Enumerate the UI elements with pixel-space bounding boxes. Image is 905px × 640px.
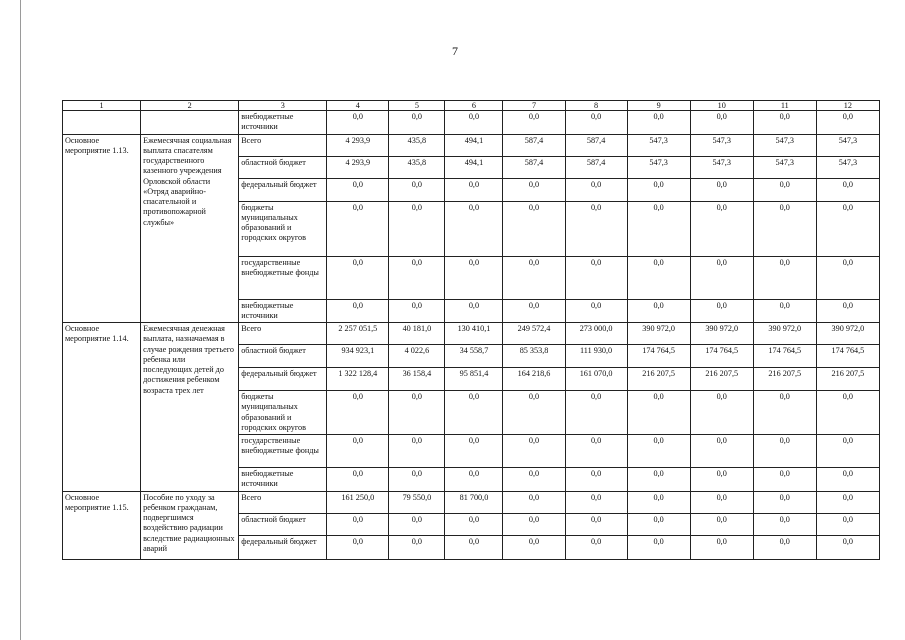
column-header: 4 [327,101,389,111]
value-cell: 164 218,6 [503,368,565,391]
event-description-cell: Ежемесячная социальная выплата спасателям государственного казенного учреждения Орловской области «Отряд аварийно-спасательной и противопожарной службы» [141,134,239,323]
page-edge-line [20,0,21,640]
value-cell: 587,4 [565,134,627,156]
value-cell: 0,0 [627,299,690,323]
value-cell: 174 764,5 [627,345,690,368]
value-cell: 0,0 [327,391,389,435]
value-cell: 0,0 [753,299,816,323]
value-cell: 0,0 [445,299,503,323]
value-cell: 0,0 [327,468,389,492]
value-cell: 0,0 [503,299,565,323]
source-cell: внебюджетные источники [239,111,327,135]
value-cell: 390 972,0 [753,323,816,345]
value-cell: 0,0 [565,111,627,135]
value-cell: 0,0 [690,256,753,299]
source-cell: федеральный бюджет [239,368,327,391]
value-cell: 0,0 [690,299,753,323]
value-cell: 0,0 [753,111,816,135]
value-cell: 0,0 [816,111,879,135]
value-cell: 0,0 [389,391,445,435]
source-cell: областной бюджет [239,345,327,368]
value-cell: 0,0 [565,491,627,513]
table-header-row [63,101,880,111]
value-cell: 0,0 [753,178,816,201]
value-cell: 0,0 [327,535,389,559]
value-cell: 34 558,7 [445,345,503,368]
value-cell: 547,3 [627,156,690,178]
column-header: 5 [389,101,445,111]
value-cell: 174 764,5 [753,345,816,368]
value-cell: 0,0 [753,256,816,299]
value-cell: 0,0 [690,513,753,535]
value-cell: 161 250,0 [327,491,389,513]
value-cell: 0,0 [389,256,445,299]
value-cell: 435,8 [389,156,445,178]
value-cell: 0,0 [445,468,503,492]
value-cell: 0,0 [445,178,503,201]
event-id-cell: Основное мероприятие 1.15. [63,491,141,559]
column-header: 8 [565,101,627,111]
value-cell: 0,0 [816,201,879,256]
value-cell: 0,0 [327,201,389,256]
value-cell: 216 207,5 [816,368,879,391]
source-cell: Всего [239,323,327,345]
value-cell: 4 293,9 [327,134,389,156]
value-cell: 547,3 [753,134,816,156]
value-cell: 0,0 [389,513,445,535]
value-cell: 547,3 [627,134,690,156]
value-cell: 0,0 [753,468,816,492]
value-cell: 0,0 [327,299,389,323]
value-cell: 0,0 [753,513,816,535]
value-cell: 0,0 [503,435,565,468]
value-cell: 0,0 [565,513,627,535]
value-cell: 0,0 [445,256,503,299]
value-cell: 0,0 [565,468,627,492]
value-cell: 0,0 [503,468,565,492]
value-cell: 0,0 [445,513,503,535]
source-cell: федеральный бюджет [239,535,327,559]
value-cell: 0,0 [627,468,690,492]
value-cell: 0,0 [753,201,816,256]
table-row [63,111,880,135]
value-cell: 0,0 [690,391,753,435]
source-cell: бюджеты муниципальных образований и городских округов [239,391,327,435]
value-cell: 130 410,1 [445,323,503,345]
value-cell: 0,0 [565,178,627,201]
event-id-cell: Основное мероприятие 1.13. [63,134,141,323]
value-cell: 0,0 [627,513,690,535]
value-cell: 40 181,0 [389,323,445,345]
value-cell: 0,0 [816,535,879,559]
value-cell: 547,3 [816,156,879,178]
value-cell: 0,0 [389,111,445,135]
value-cell: 0,0 [627,435,690,468]
value-cell: 161 070,0 [565,368,627,391]
value-cell: 0,0 [627,256,690,299]
source-cell: бюджеты муниципальных образований и городских округов [239,201,327,256]
value-cell: 0,0 [389,178,445,201]
value-cell: 0,0 [327,435,389,468]
value-cell: 547,3 [690,156,753,178]
source-cell: областной бюджет [239,513,327,535]
event-description-cell: Пособие по уходу за ребенком гражданам, подвергшимся воздействию радиации вследствие радиационных аварий [141,491,239,559]
value-cell: 0,0 [816,256,879,299]
page-number: 7 [452,44,458,58]
value-cell: 547,3 [753,156,816,178]
value-cell: 0,0 [816,391,879,435]
value-cell: 0,0 [327,111,389,135]
value-cell: 0,0 [445,111,503,135]
event-description-cell: Ежемесячная денежная выплата, назначаемая в случае рождения третьего ребенка или последующих детей до достижения ребенком возраста трех лет [141,323,239,492]
value-cell: 0,0 [503,111,565,135]
value-cell: 390 972,0 [816,323,879,345]
value-cell: 0,0 [753,535,816,559]
value-cell: 0,0 [389,435,445,468]
table-row [63,323,880,345]
value-cell: 0,0 [565,391,627,435]
source-cell: Всего [239,134,327,156]
value-cell: 0,0 [627,178,690,201]
value-cell: 111 930,0 [565,345,627,368]
column-header: 10 [690,101,753,111]
value-cell: 587,4 [565,156,627,178]
value-cell: 547,3 [690,134,753,156]
value-cell: 0,0 [327,178,389,201]
value-cell: 0,0 [565,299,627,323]
value-cell: 0,0 [327,513,389,535]
column-header: 6 [445,101,503,111]
value-cell: 0,0 [565,201,627,256]
value-cell: 0,0 [690,178,753,201]
value-cell: 934 923,1 [327,345,389,368]
value-cell: 0,0 [389,201,445,256]
source-cell: государственные внебюджетные фонды [239,256,327,299]
value-cell: 0,0 [690,491,753,513]
value-cell: 174 764,5 [690,345,753,368]
value-cell: 587,4 [503,134,565,156]
value-cell: 0,0 [690,535,753,559]
value-cell: 79 550,0 [389,491,445,513]
value-cell: 0,0 [503,178,565,201]
value-cell: 0,0 [503,513,565,535]
value-cell: 4 022,6 [389,345,445,368]
value-cell: 0,0 [753,391,816,435]
value-cell: 0,0 [445,391,503,435]
value-cell: 0,0 [816,491,879,513]
value-cell: 0,0 [627,201,690,256]
column-header: 11 [753,101,816,111]
value-cell: 494,1 [445,134,503,156]
value-cell: 0,0 [627,491,690,513]
value-cell: 1 322 128,4 [327,368,389,391]
budget-table [62,100,880,560]
value-cell: 435,8 [389,134,445,156]
value-cell: 4 293,9 [327,156,389,178]
table-row [63,134,880,156]
value-cell: 0,0 [389,535,445,559]
value-cell: 0,0 [389,299,445,323]
table-row [63,491,880,513]
value-cell: 0,0 [816,513,879,535]
column-header: 3 [239,101,327,111]
value-cell: 0,0 [565,256,627,299]
value-cell: 0,0 [503,391,565,435]
value-cell: 0,0 [389,468,445,492]
value-cell: 0,0 [753,435,816,468]
source-cell: внебюджетные источники [239,468,327,492]
column-header: 9 [627,101,690,111]
column-header: 12 [816,101,879,111]
column-header: 2 [141,101,239,111]
value-cell: 0,0 [690,111,753,135]
value-cell: 216 207,5 [690,368,753,391]
value-cell: 249 572,4 [503,323,565,345]
value-cell: 587,4 [503,156,565,178]
source-cell: областной бюджет [239,156,327,178]
column-header: 7 [503,101,565,111]
value-cell: 0,0 [816,178,879,201]
value-cell: 0,0 [565,535,627,559]
value-cell: 0,0 [690,435,753,468]
value-cell: 0,0 [503,201,565,256]
value-cell: 0,0 [503,535,565,559]
description-cell [141,111,239,135]
value-cell: 216 207,5 [753,368,816,391]
value-cell: 174 764,5 [816,345,879,368]
value-cell: 0,0 [445,201,503,256]
value-cell: 85 353,8 [503,345,565,368]
source-cell: федеральный бюджет [239,178,327,201]
value-cell: 0,0 [816,299,879,323]
source-cell: Всего [239,491,327,513]
value-cell: 547,3 [816,134,879,156]
value-cell: 0,0 [565,435,627,468]
value-cell: 81 700,0 [445,491,503,513]
value-cell: 0,0 [327,256,389,299]
value-cell: 0,0 [445,535,503,559]
value-cell: 0,0 [753,491,816,513]
value-cell: 494,1 [445,156,503,178]
value-cell: 0,0 [445,435,503,468]
value-cell: 0,0 [627,111,690,135]
event-id-cell: Основное мероприятие 1.14. [63,323,141,492]
value-cell: 0,0 [503,256,565,299]
value-cell: 0,0 [690,468,753,492]
column-header: 1 [63,101,141,111]
value-cell: 273 000,0 [565,323,627,345]
value-cell: 0,0 [627,391,690,435]
value-cell: 390 972,0 [627,323,690,345]
value-cell: 0,0 [503,491,565,513]
value-cell: 0,0 [627,535,690,559]
source-cell: внебюджетные источники [239,299,327,323]
value-cell: 95 851,4 [445,368,503,391]
value-cell: 2 257 051,5 [327,323,389,345]
value-cell: 390 972,0 [690,323,753,345]
value-cell: 216 207,5 [627,368,690,391]
value-cell: 0,0 [816,468,879,492]
value-cell: 0,0 [816,435,879,468]
source-cell: государственные внебюджетные фонды [239,435,327,468]
value-cell: 36 158,4 [389,368,445,391]
value-cell: 0,0 [690,201,753,256]
event-cell [63,111,141,135]
